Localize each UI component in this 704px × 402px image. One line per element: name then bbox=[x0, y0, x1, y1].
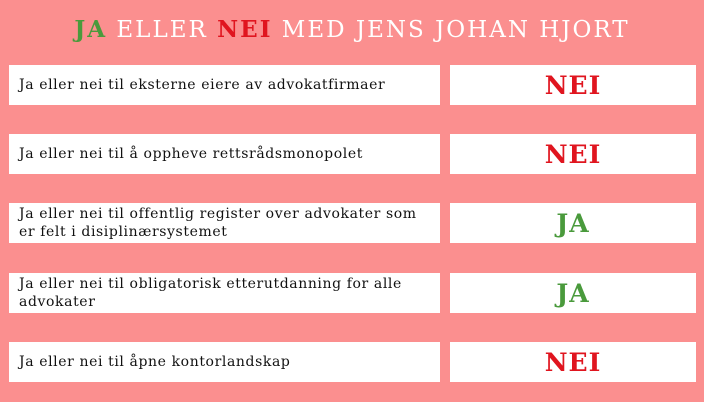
title-rest: MED JENS JOHAN HJORT bbox=[281, 17, 630, 43]
row-5 bbox=[0, 342, 704, 382]
answer-text: JA bbox=[556, 208, 590, 238]
question-box bbox=[9, 134, 440, 174]
title-eller: ELLER bbox=[116, 17, 208, 43]
answer-text: NEI bbox=[544, 139, 602, 169]
row-4 bbox=[0, 273, 704, 313]
answer-text: JA bbox=[556, 278, 590, 308]
question-text: Ja eller nei til offentlig register over advokater som er felt i disiplinærsystemet bbox=[19, 206, 417, 240]
question-box bbox=[9, 203, 440, 243]
title-nei: NEI bbox=[217, 16, 273, 43]
answer-box bbox=[450, 273, 696, 313]
question-box bbox=[9, 342, 440, 382]
page-title bbox=[0, 16, 704, 43]
answer-box bbox=[450, 203, 696, 243]
answer-box bbox=[450, 65, 696, 105]
answer-box bbox=[450, 134, 696, 174]
row-2 bbox=[0, 134, 704, 174]
question-text: Ja eller nei til å oppheve rettsrådsmonopolet bbox=[19, 146, 363, 162]
answer-box bbox=[450, 342, 696, 382]
question-text: Ja eller nei til obligatorisk etterutdanning for alle advokater bbox=[19, 276, 402, 310]
row-1 bbox=[0, 65, 704, 105]
answer-text: NEI bbox=[544, 347, 602, 377]
question-text: Ja eller nei til eksterne eiere av advokatfirmaer bbox=[19, 77, 386, 93]
question-text: Ja eller nei til åpne kontorlandskap bbox=[19, 354, 291, 370]
title-ja: JA bbox=[74, 16, 108, 43]
question-box bbox=[9, 273, 440, 313]
row-3 bbox=[0, 203, 704, 243]
answer-text: NEI bbox=[544, 70, 602, 100]
question-box bbox=[9, 65, 440, 105]
